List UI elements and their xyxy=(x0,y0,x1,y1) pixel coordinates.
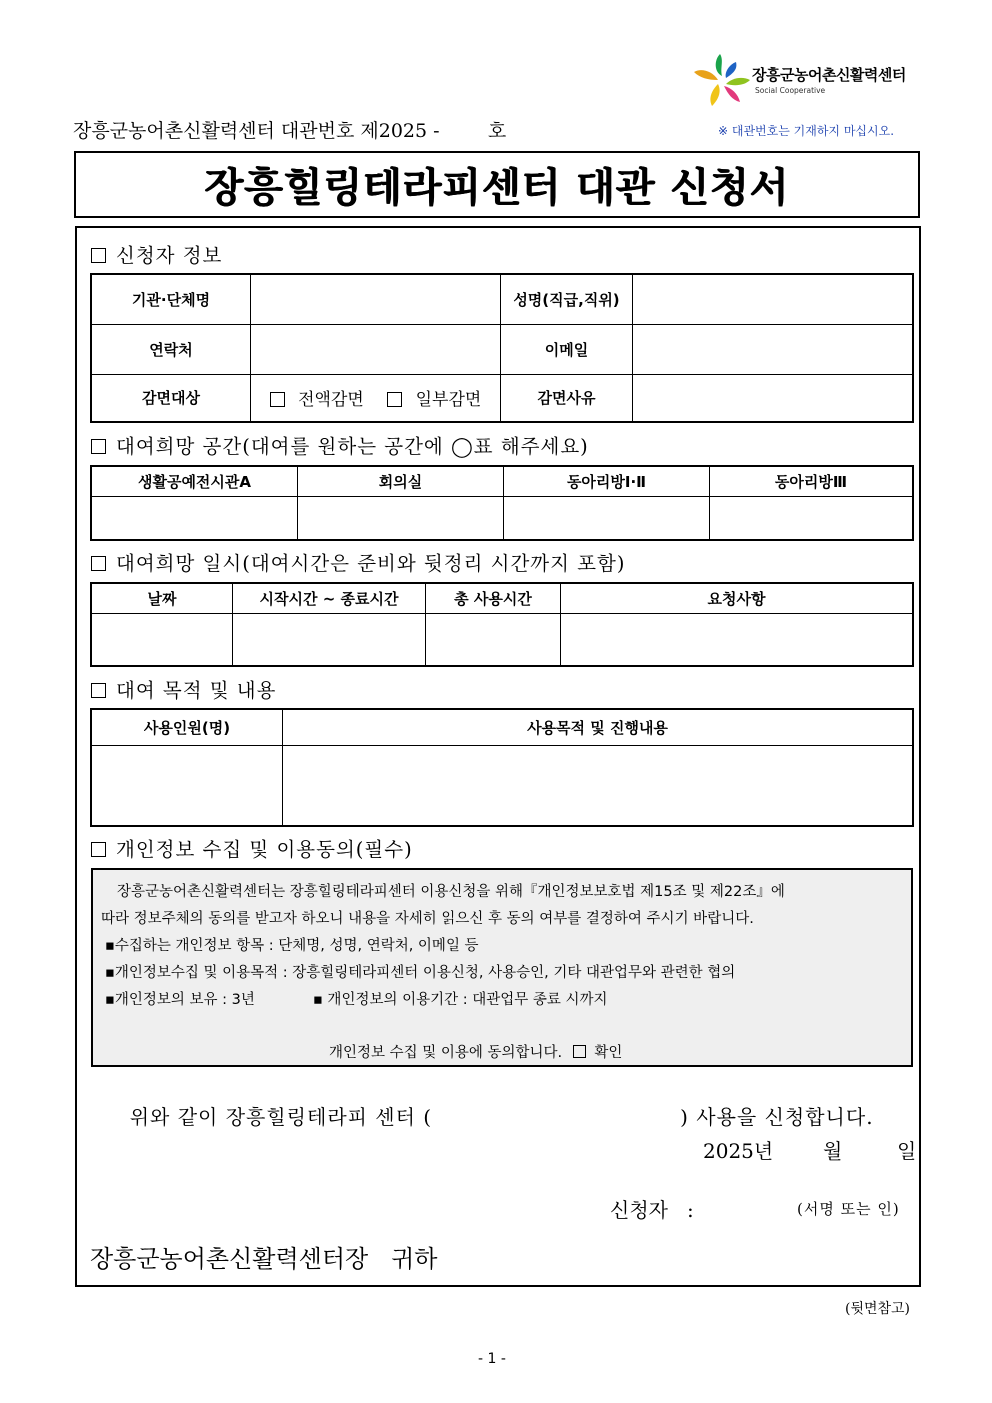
space-header-meeting: 회의실 xyxy=(298,466,504,496)
space-cell-club-1-2[interactable] xyxy=(504,496,710,540)
consent-item-collected: ▪수집하는 개인정보 항목 : 단체명, 성명, 연락처, 이메일 등 xyxy=(105,938,479,954)
discount-full-label: 전액감면 xyxy=(298,390,364,411)
apply-text-left: 위와 같이 장흥힐링테라피 센터 ( xyxy=(129,1105,433,1129)
logo-mark-icon xyxy=(690,50,756,110)
section-title: 대여희망 일시(대여시간은 준비와 뒷정리 시간까지 포함) xyxy=(116,552,626,575)
form-title-box xyxy=(74,151,920,218)
see-back-note: (뒷면참고) xyxy=(845,1301,911,1317)
section-checkbox-icon xyxy=(91,556,106,571)
signature-label: (서명 또는 인) xyxy=(797,1200,900,1218)
org-label: 기관·단체명 xyxy=(91,274,251,324)
space-table xyxy=(90,465,914,541)
total-time-header: 총 사용시간 xyxy=(426,583,561,613)
section-checkbox-icon xyxy=(91,248,106,263)
consent-agree-text: 개인정보 수집 및 이용에 동의합니다. xyxy=(329,1045,563,1061)
contact-label: 연락처 xyxy=(91,324,251,374)
space-cell-club-3[interactable] xyxy=(710,496,914,540)
addressee: 장흥군농어촌신활력센터장 귀하 xyxy=(90,1245,438,1273)
space-cell-a[interactable] xyxy=(91,496,298,540)
name-label: 성명(직급,직위) xyxy=(501,274,633,324)
consent-item-usage-period: ▪ 개인정보의 이용기간 : 대관업무 종료 시까지 xyxy=(313,992,608,1008)
logo-subtitle: Social Cooperative xyxy=(755,86,826,95)
email-label: 이메일 xyxy=(501,324,633,374)
section-title: 대여희망 공간(대여를 원하는 공간에 ◯표 해주세요) xyxy=(116,435,589,458)
consent-agree-line xyxy=(329,1041,622,1062)
attendees-input[interactable] xyxy=(91,745,283,826)
space-cell-meeting[interactable] xyxy=(298,496,504,540)
application-statement xyxy=(115,1077,874,1130)
section-checkbox-icon xyxy=(91,439,106,454)
total-time-input[interactable] xyxy=(426,613,561,666)
registration-number-line: 장흥군농어촌신활력센터 대관번호 제2025 - 호 xyxy=(73,120,507,142)
discount-partial-label: 일부감면 xyxy=(415,390,482,411)
discount-reason-label: 감면사유 xyxy=(501,374,633,422)
discount-partial-checkbox[interactable] xyxy=(387,392,402,407)
section-title: 신청자 정보 xyxy=(116,244,223,267)
page-number: - 1 - xyxy=(478,1351,506,1367)
org-input[interactable] xyxy=(251,274,501,324)
contact-input[interactable] xyxy=(251,324,501,374)
space-header-club-3: 동아리방Ⅲ xyxy=(710,466,914,496)
name-input[interactable] xyxy=(633,274,914,324)
discount-reason-input[interactable] xyxy=(633,374,914,422)
consent-text-line-1: 장흥군농어촌신활력센터는 장흥힐링테라피센터 이용신청을 위해『개인정보보호법 제15조 및 제22조』에 xyxy=(117,884,785,900)
space-header-club-1-2: 동아리방Ⅰ·Ⅱ xyxy=(504,466,710,496)
time-range-input[interactable] xyxy=(233,613,426,666)
discount-label: 감면대상 xyxy=(91,374,251,422)
section-checkbox-icon xyxy=(91,683,106,698)
date-month: 월 xyxy=(823,1139,843,1163)
registration-note: ※ 대관번호는 기재하지 마십시오. xyxy=(718,124,895,138)
privacy-consent-box xyxy=(91,868,913,1067)
date-input[interactable] xyxy=(91,613,233,666)
applicant-label: 신청자 : xyxy=(610,1198,694,1222)
consent-item-purpose: ▪개인정보수집 및 이용목적 : 장흥힐링테라피센터 이용신청, 사용승인, 기타 대관업무와 관련한 협의 xyxy=(105,965,736,981)
applicant-table xyxy=(90,273,914,423)
section-title: 개인정보 수집 및 이용동의(필수) xyxy=(116,838,413,861)
consent-text-line-2: 따라 정보주체의 동의를 받고자 하오니 내용을 자세히 읽으신 후 동의 여부를 결정하여 주시기 바랍니다. xyxy=(101,911,754,927)
date-header: 날짜 xyxy=(91,583,233,613)
section-title: 대여 목적 및 내용 xyxy=(116,679,277,702)
space-header-a: 생활공예전시관A xyxy=(91,466,298,496)
logo-name: 장흥군농어촌신활력센터 xyxy=(752,66,906,84)
section-applicant-info xyxy=(91,240,222,268)
form-title: 장흥힐링테라피센터 대관 신청서 xyxy=(204,165,790,211)
request-header: 요청사항 xyxy=(561,583,914,613)
purpose-input[interactable] xyxy=(283,745,914,826)
date-year: 2025년 xyxy=(703,1139,774,1163)
consent-confirm-checkbox[interactable] xyxy=(573,1045,586,1058)
apply-text-right: ) 사용을 신청합니다. xyxy=(680,1105,874,1129)
time-range-header: 시작시간 ~ 종료시간 xyxy=(233,583,426,613)
consent-confirm-label: 확인 xyxy=(594,1045,623,1061)
date-day: 일 xyxy=(897,1139,917,1163)
purpose-table xyxy=(90,708,914,827)
request-input[interactable] xyxy=(561,613,914,666)
section-checkbox-icon xyxy=(91,842,106,857)
attendees-header: 사용인원(명) xyxy=(91,709,283,745)
discount-options xyxy=(251,374,501,422)
section-space xyxy=(91,431,589,459)
consent-item-retention: ▪개인정보의 보유 : 3년 xyxy=(105,992,255,1008)
discount-full-checkbox[interactable] xyxy=(270,392,285,407)
section-privacy xyxy=(91,834,413,862)
purpose-header: 사용목적 및 진행내용 xyxy=(283,709,914,745)
datetime-table xyxy=(90,582,914,667)
email-input[interactable] xyxy=(633,324,914,374)
section-datetime xyxy=(91,548,625,576)
section-purpose xyxy=(91,675,276,703)
